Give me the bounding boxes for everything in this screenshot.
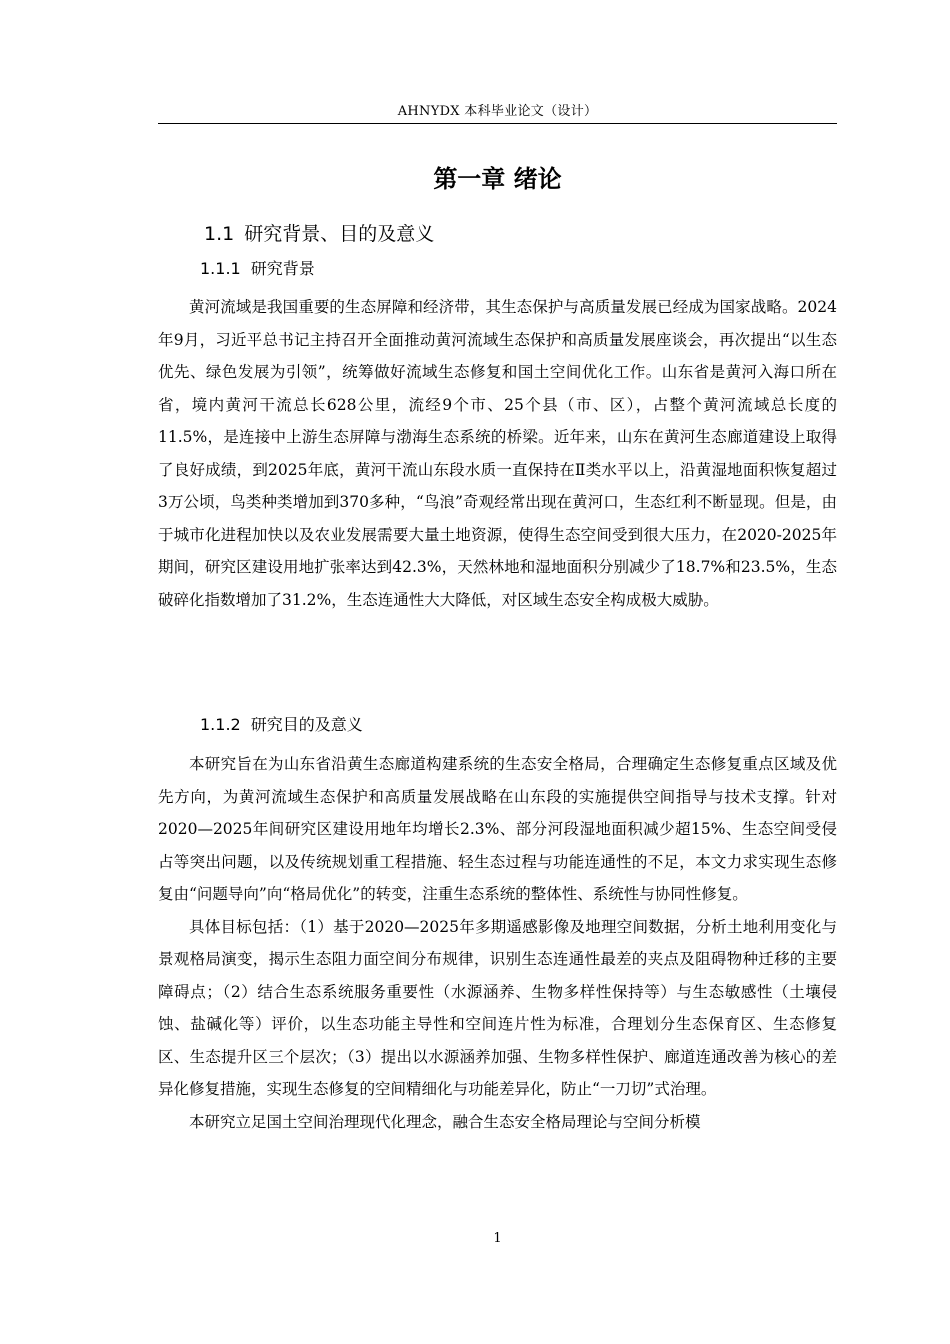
section-heading-1-1-2 xyxy=(200,713,363,737)
section-number: 1.1.2 xyxy=(200,715,241,734)
paragraph: 具体目标包括：（1）基于2020—2025年多期遥感影像及地理空间数据，分析土地利用变化与景观格局演变，揭示生态阻力面空间分布规律，识别生态连通性最差的夹点及阻碍物种迁移的主要障碍点；（2）结合生态系统服务重要性（水源涵养、生物多样性保持等）与生态敏感性（土壤侵蚀、盐碱化等）评价，以生态功能主导性和空间连片性为标准，合理划分生态保育区、生态修复区、生态提升区三个层次；（3）提出以水源涵养加强、生物多样性保护、廊道连通改善为核心的差异化修复措施，实现生态修复的空间精细化与功能差异化，防止“一刀切”式治理。 xyxy=(158,917,837,1098)
paragraph: 黄河流域是我国重要的生态屏障和经济带，其生态保护与高质量发展已经成为国家战略。2024年9月，习近平总书记主持召开全面推动黄河流域生态保护和高质量发展座谈会，再次提出“以生态优先、绿色发展为引领”，统筹做好流域生态修复和国土空间优化工作。山东省是黄河入海口所在省，境内黄河干流总长628公里，流经9个市、25个县（市、区），占整个黄河流域总长度的11.5%，是连接中上游生态屏障与渤海生态系统的桥梁。近年来，山东在黄河生态廊道建设上取得了良好成绩，到2025年底，黄河干流山东段水质一直保持在Ⅱ类水平以上，沿黄湿地面积恢复超过3万公顷，鸟类种类增加到370多种，“鸟浪”奇观经常出现在黄河口，生态红利不断显现。但是，由于城市化进程加快以及农业发展需要大量土地资源，使得生态空间受到很大压力，在2020-2025年期间，研究区建设用地扩张率达到42.3%，天然林地和湿地面积分别减少了18.7%和23.5%，生态破碎化指数增加了31.2%，生态连通性大大降低，对区域生态安全构成极大威胁。 xyxy=(158,298,837,609)
section-number: 1.1.1 xyxy=(200,259,241,278)
section-heading-1-1 xyxy=(204,220,434,248)
paragraph: 本研究立足国土空间治理现代化理念，融合生态安全格局理论与空间分析模 xyxy=(189,1112,701,1131)
section-heading-1-1-1 xyxy=(200,257,315,281)
page-number: 1 xyxy=(493,1231,502,1246)
chapter-title: 第一章 绪论 xyxy=(433,165,562,193)
section-title: 研究背景 xyxy=(250,259,315,278)
paragraph: 本研究旨在为山东省沿黄生态廊道构建系统的生态安全格局，合理确定生态修复重点区域及优先方向，为黄河流域生态保护和高质量发展战略在山东段的实施提供空间指导与技术支撑。针对2020—2025年间研究区建设用地年均增长2.3%、部分河段湿地面积减少超15%、生态空间受侵占等突出问题，以及传统规划重工程措施、轻生态过程与功能连通性的不足，本文力求实现生态修复由“问题导向”向“格局优化”的转变，注重生态系统的整体性、系统性与协同性修复。 xyxy=(158,755,837,903)
section-1-1-2-body xyxy=(158,748,837,1138)
section-number: 1.1 xyxy=(204,223,235,245)
header-rule xyxy=(158,123,837,124)
running-header: AHNYDX 本科毕业论文（设计） xyxy=(397,104,598,119)
section-title: 研究背景、目的及意义 xyxy=(244,223,435,245)
section-title: 研究目的及意义 xyxy=(250,715,363,734)
section-1-1-1-body xyxy=(158,291,837,616)
